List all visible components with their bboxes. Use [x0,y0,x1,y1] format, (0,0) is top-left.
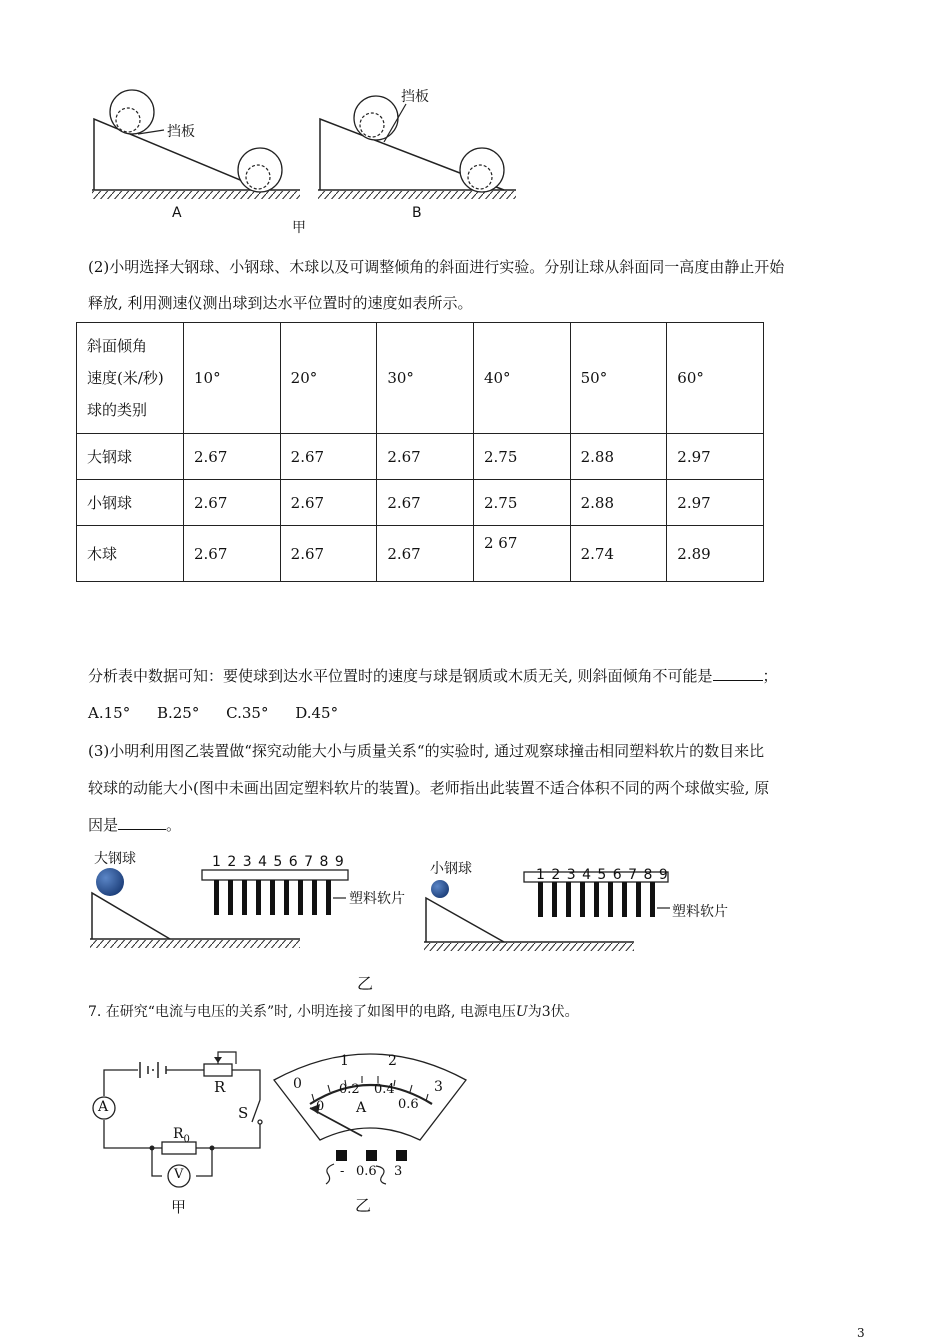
table-cell: 2.89 [667,526,764,582]
battery-icon [140,1062,166,1078]
switch-icon [252,1100,262,1124]
table-cell: 2.75 [473,480,570,526]
analysis-text: 分析表中数据可知：要使球到达水平位置时的速度与球是钢质或木质无关, 则斜面倾角不可能是 ； [88,667,778,685]
scale-bottom-0-4: 0.4 [374,1082,395,1097]
option-b: B.25° [156,704,200,722]
table-cell: 2.67 [377,526,474,582]
angle-header: 40° [473,323,570,434]
terminal-3[interactable] [396,1150,407,1161]
table-cell: 2.67 [184,434,281,480]
analysis-options [88,703,360,723]
scale-top-3: 3 [434,1079,443,1095]
small-ball-label: 小钢球 [430,861,472,877]
label-b: B [412,205,422,221]
table-cell: 2.67 [184,526,281,582]
rheostat-icon [204,1052,236,1076]
option-a: A.15° [88,704,131,722]
incline-a [92,90,300,199]
incline-b [318,96,516,199]
setup-big-ball [90,868,348,948]
table-cell: 2.67 [377,480,474,526]
ammeter-label: A [98,1099,109,1115]
terminal-negative[interactable] [336,1150,347,1161]
speed-table [76,322,764,582]
q3-line-2: 较球的动能大小(图中未画出固定塑料软片的装置)。老师指出此装置不适合体积不同的两个球做实验, 原 [88,779,770,797]
table-cell: 2.88 [570,434,667,480]
table-cell: 2.74 [570,526,667,582]
scale-bottom-0-2: 0.2 [339,1082,360,1097]
row-label: 木球 [77,526,184,582]
plastic-label-left: 塑料软片 [349,891,405,907]
figure-jia-inclines [84,82,544,232]
answer-blank-2[interactable] [118,815,166,830]
figure-yi-caption: 乙 [357,974,374,993]
q3-line-1: (3)小明利用图乙装置做“探究动能大小与质量关系“的实验时, 通过观察球撞击相同塑料软片的数目来比 [88,742,765,760]
page-number: 3 [857,1326,865,1340]
plastic-holder [202,870,348,880]
angle-header: 20° [280,323,377,434]
plastic-label-right: 塑料软片 [672,904,728,920]
terminal-0-6[interactable] [366,1150,377,1161]
table-cell: 2.67 [280,526,377,582]
scale-top-2: 2 [388,1053,397,1069]
q3-line-3: 因是 。 [88,816,182,834]
switch-label: S [238,1104,249,1122]
ball-bottom-a [238,148,282,192]
baffle-label-b: 挡板 [401,89,429,105]
table-cell: 2.67 [184,480,281,526]
scale-top-1: 1 [340,1053,349,1069]
angle-header: 60° [667,323,764,434]
table-cell: 2.88 [570,480,667,526]
figure-yi-apparatus [86,840,746,955]
table-cell: 2.67 [280,434,377,480]
header-corner-cell: 斜面倾角 速度(米/秒) 球的类别 [77,323,184,434]
resistor-label: $R_0$ [173,1126,190,1145]
row-label: 小钢球 [77,480,184,526]
terminal-label-3: 3 [394,1164,403,1179]
strip-numbers-right: 1 2 3 4 5 6 7 8 9 [536,867,669,883]
meter-caption: 乙 [355,1196,372,1215]
angle-header: 10° [184,323,281,434]
table-row [77,526,764,582]
angle-header: 30° [377,323,474,434]
terminal-label-negative: - [340,1164,345,1179]
q2-line-2: 释放, 利用测速仪测出球到达水平位置时的速度如表所示。 [88,294,473,312]
baffle-label-a: 挡板 [167,124,195,140]
angle-header: 50° [570,323,667,434]
strip-numbers-left: 1 2 3 4 5 6 7 8 9 [212,854,345,870]
table-cell: 2.67 [377,434,474,480]
big-steel-ball [96,868,124,896]
table-cell: 2 67 [473,526,570,582]
ball-top-a [110,90,154,134]
setup-small-ball [424,872,670,951]
plastic-strips [538,882,655,917]
scale-bottom-0-6: 0.6 [398,1097,419,1112]
circuit-caption: 甲 [171,1198,187,1216]
table-cell: 2.97 [667,480,764,526]
small-steel-ball [431,880,449,898]
option-d: D.45° [295,704,339,722]
plastic-strips [214,880,331,915]
big-ball-label: 大钢球 [94,851,136,867]
meter-unit: A [356,1100,367,1116]
q7-text: 7. 在研究“电流与电压的关系”时, 小明连接了如图甲的电路, 电源电压U为3伏。 [88,1004,579,1020]
ball-top-b [354,96,398,140]
scale-bottom-0: 0 [316,1099,325,1114]
table-row [77,480,764,526]
table-header-row [77,323,764,434]
option-c: C.35° [226,704,269,722]
voltmeter-label: V [174,1167,184,1182]
table-row [77,434,764,480]
terminal-label-0-6: 0.6 [356,1164,377,1179]
table-cell: 2.75 [473,434,570,480]
figure-jia-caption: 甲 [292,220,306,236]
q2-line-1: (2)小明选择大钢球、小钢球、木球以及可调整倾角的斜面进行实验。分别让球从斜面同一高度由静止开始 [88,258,785,276]
table-cell: 2.97 [667,434,764,480]
ball-bottom-b [460,148,504,192]
answer-blank-1[interactable] [713,666,763,681]
table-cell: 2.67 [280,480,377,526]
rheostat-label: R [214,1078,226,1096]
label-a: A [172,205,182,221]
row-label: 大钢球 [77,434,184,480]
scale-top-0: 0 [293,1076,302,1092]
